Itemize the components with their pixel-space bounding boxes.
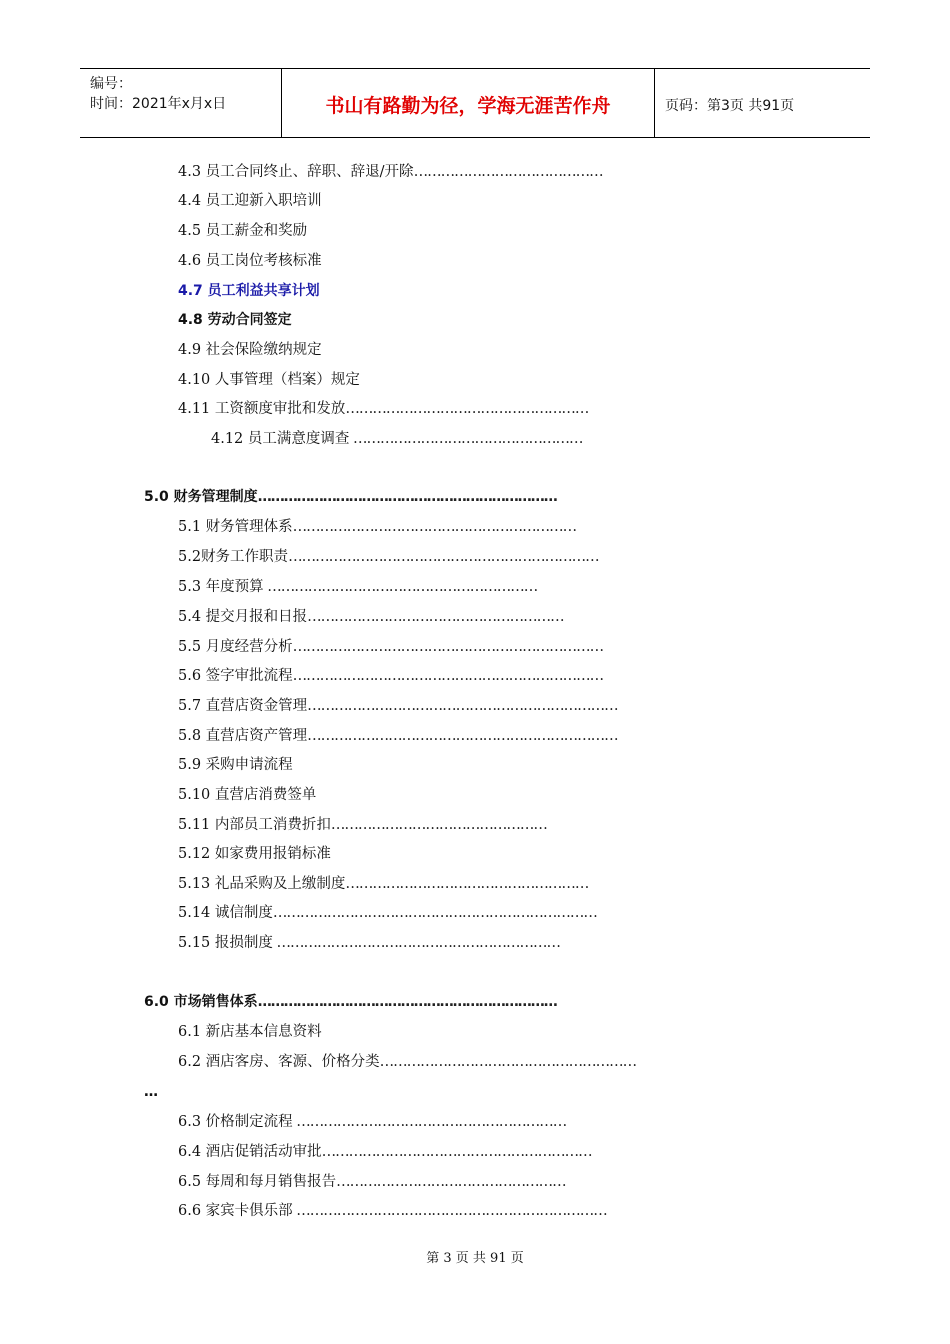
document-code-label: 编号： xyxy=(90,76,132,92)
toc-item-4-12: 4.12 员工满意度调查 …………………………………………… xyxy=(211,431,583,447)
toc-item-6-3: 6.3 价格制定流程 …………………………………………………… xyxy=(178,1114,567,1130)
toc-item-6-1: 6.1 新店基本信息资料 xyxy=(178,1024,322,1040)
toc-item-5-8: 5.8 直营店资产管理…………………………………………………………… xyxy=(178,728,618,744)
header-motto: 书山有路勤为径，学海无涯苦作舟 xyxy=(325,95,611,117)
toc-item-5-11: 5.11 内部员工消费折扣………………………………………… xyxy=(178,817,547,833)
toc-item-4-4: 4.4 员工迎新入职培训 xyxy=(178,193,322,209)
header-right-cell xyxy=(655,69,870,137)
toc-item-4-5: 4.5 员工薪金和奖励 xyxy=(178,223,308,239)
toc-item-5-12: 5.12 如家费用报销标准 xyxy=(178,846,331,862)
toc-item-5-3: 5.3 年度预算 …………………………………………………… xyxy=(178,579,538,595)
toc-item-4-7: 4.7 员工利益共享计划 xyxy=(178,283,320,299)
toc-item-4-10: 4.10 人事管理（档案）规定 xyxy=(178,372,360,388)
toc-item-6-6: 6.6 家宾卡俱乐部 …………………………………………………………… xyxy=(178,1203,607,1219)
toc-section-5-0: 5.0 财务管理制度…………………………………………………………… xyxy=(144,489,557,505)
toc-item-5-9: 5.9 采购申请流程 xyxy=(178,757,293,773)
toc-item-5-2: 5.2财务工作职责…………………………………………………………… xyxy=(178,549,599,565)
toc-item-4-6: 4.6 员工岗位考核标准 xyxy=(178,253,322,269)
header-mid-cell xyxy=(282,69,655,137)
toc-item-4-9: 4.9 社会保险缴纳规定 xyxy=(178,342,322,358)
toc-item-5-1: 5.1 财务管理体系……………………………………………………… xyxy=(178,519,577,535)
toc-item-4-8: 4.8 劳动合同签定 xyxy=(178,312,292,328)
toc-item-6-4: 6.4 酒店促销活动审批…………………………………………………… xyxy=(178,1144,592,1160)
toc-item-6-5: 6.5 每周和每月销售报告…………………………………………… xyxy=(178,1174,566,1190)
toc-item-4-3: 4.3 员工合同终止、辞职、辞退/开除…………………………………… xyxy=(178,164,603,180)
toc-item-5-7: 5.7 直营店资金管理…………………………………………………………… xyxy=(178,698,618,714)
toc-section-6-0: 6.0 市场销售体系…………………………………………………………… xyxy=(144,994,557,1010)
toc-item-4-11: 4.11 工资额度审批和发放……………………………………………… xyxy=(178,401,589,417)
toc-item-5-10: 5.10 直营店消费签单 xyxy=(178,787,317,803)
header-left-cell xyxy=(80,69,282,137)
toc-item-6-2: 6.2 酒店客房、客源、价格分类………………………………………………… xyxy=(178,1054,637,1070)
toc-item-6-2-continuation: … xyxy=(144,1084,158,1100)
toc-item-5-15: 5.15 报损制度 ……………………………………………………… xyxy=(178,935,561,951)
toc-item-5-13: 5.13 礼品采购及上缴制度……………………………………………… xyxy=(178,876,589,892)
toc-item-5-14: 5.14 诚信制度……………………………………………………………… xyxy=(178,905,597,921)
toc-item-5-6: 5.6 签字审批流程…………………………………………………………… xyxy=(178,668,604,684)
toc-item-5-4: 5.4 提交月报和日报………………………………………………… xyxy=(178,609,564,625)
header-page-info: 页码：第3页 共91页 xyxy=(665,98,795,114)
toc-item-5-5: 5.5 月度经营分析…………………………………………………………… xyxy=(178,639,604,655)
page-header xyxy=(80,68,870,138)
page-footer: 第 3 页 共 91 页 xyxy=(426,1251,524,1266)
document-time-label: 时间：2021年x月x日 xyxy=(90,96,227,112)
